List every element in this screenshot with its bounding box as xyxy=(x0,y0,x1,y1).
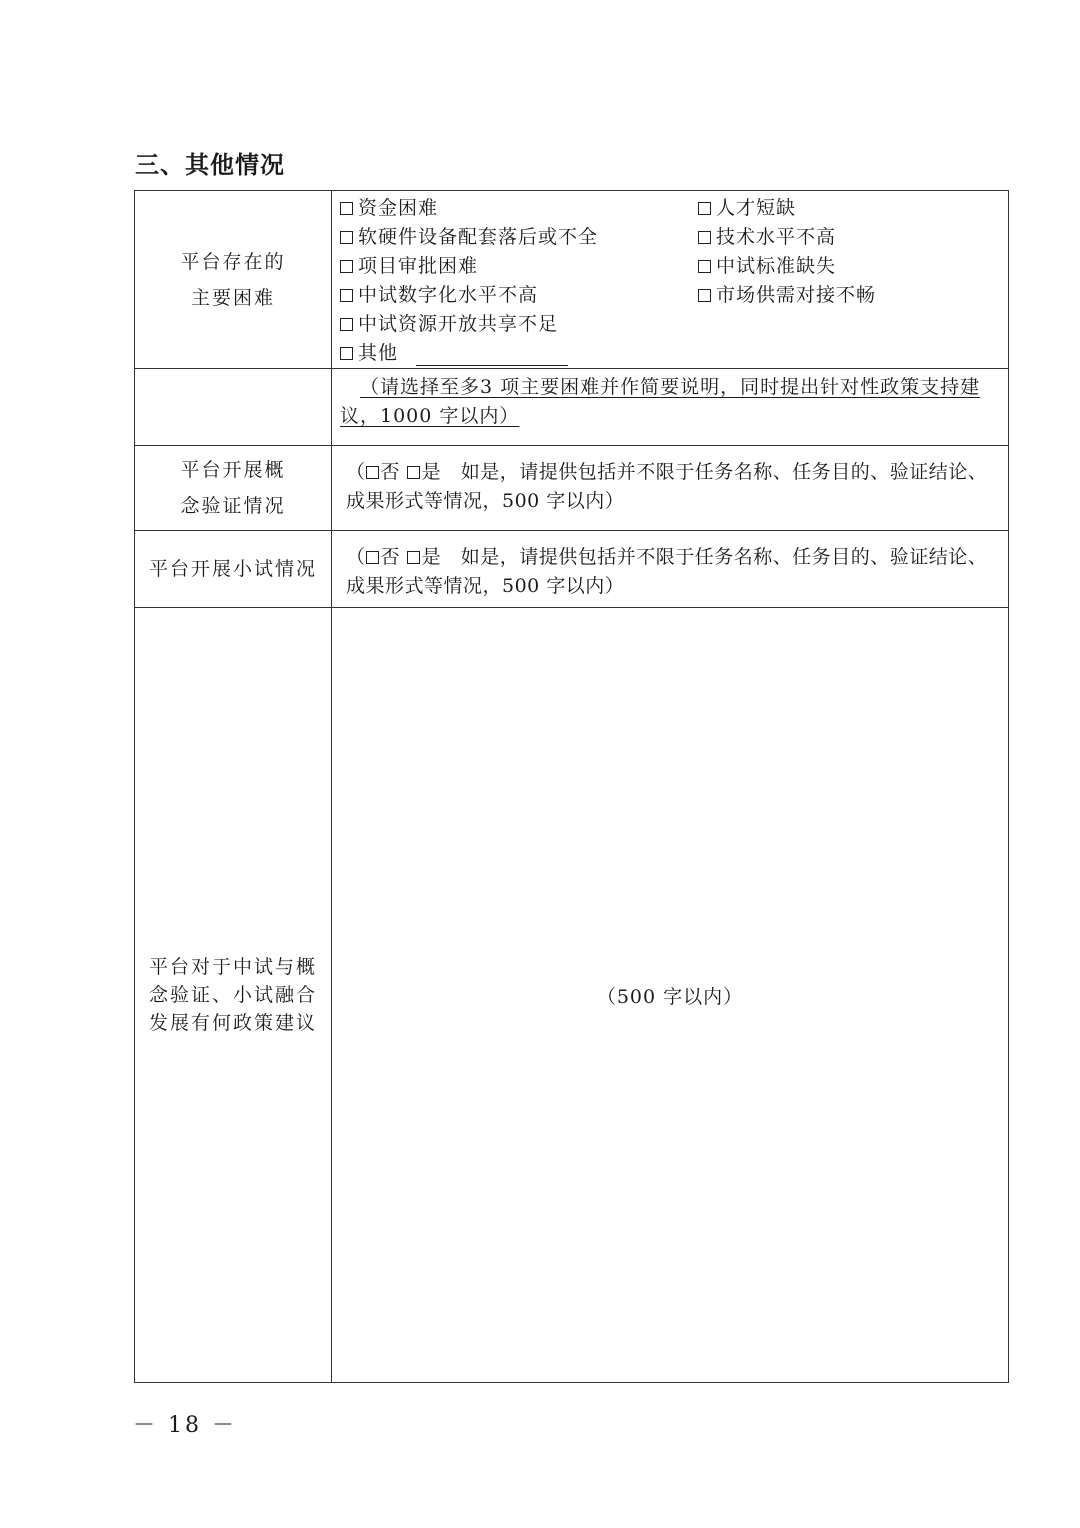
concept-verification-cell[interactable]: （ 否 是 如是，请提供包括并不限于任务名称、任务目的、验证结论、成果形式等情况，500 字以内） xyxy=(332,446,1009,531)
option-resource-sharing[interactable]: 中试资源开放共享不足 xyxy=(340,310,698,339)
explanation-row xyxy=(135,369,1009,446)
option-standards[interactable]: 中试标准缺失 xyxy=(698,252,1002,281)
checkbox[interactable] xyxy=(340,260,353,273)
label-line: 念验证、小试融合 xyxy=(148,984,317,1006)
page-number: － 18 － xyxy=(133,1413,237,1438)
options-grid xyxy=(340,194,1002,368)
checkbox-yes[interactable] xyxy=(407,466,420,479)
pilot-test-row xyxy=(135,531,1009,608)
policy-suggestion-note: （500 字以内） xyxy=(596,985,744,1008)
option-other[interactable]: 其他 xyxy=(340,339,698,368)
option-equipment[interactable]: 软硬件设备配套落后或不全 xyxy=(340,223,698,252)
option-funding[interactable]: 资金困难 xyxy=(340,194,698,223)
checkbox-yes[interactable] xyxy=(407,551,420,564)
policy-suggestion-row xyxy=(135,608,1009,1383)
other-blank-field[interactable] xyxy=(416,341,568,366)
checkbox[interactable] xyxy=(698,260,711,273)
checkbox[interactable] xyxy=(698,231,711,244)
empty-label-cell xyxy=(135,369,332,446)
concept-verification-label xyxy=(135,446,332,531)
difficulties-label xyxy=(135,191,332,369)
checkbox[interactable] xyxy=(340,231,353,244)
policy-suggestion-label xyxy=(135,608,332,1383)
concept-verification-text: 如是，请提供包括并不限于任务名称、任务目的、验证结论、成果形式等情况，500 字以内） xyxy=(346,461,988,512)
checkbox-no[interactable] xyxy=(366,466,379,479)
concept-verification-row xyxy=(135,446,1009,531)
checkbox[interactable] xyxy=(340,202,353,215)
other-info-table xyxy=(134,190,1009,1383)
pilot-test-cell[interactable]: （ 否 是 如是，请提供包括并不限于任务名称、任务目的、验证结论、成果形式等情况，500 字以内） xyxy=(332,531,1009,608)
checkbox-no[interactable] xyxy=(366,551,379,564)
explanation-text: （请选择至多3 项主要困难并作简要说明，同时提出针对性政策支持建议，1000 字以内） xyxy=(340,376,981,427)
option-talent[interactable]: 人才短缺 xyxy=(698,194,1002,223)
difficulties-row xyxy=(135,191,1009,369)
label-line: 平台对于中试与概 xyxy=(148,956,317,978)
checkbox[interactable] xyxy=(698,202,711,215)
difficulties-options xyxy=(332,191,1009,369)
policy-suggestion-cell[interactable] xyxy=(332,608,1009,1383)
label-line: 念验证情况 xyxy=(180,495,286,517)
pilot-test-label: 平台开展小试情况 xyxy=(135,531,332,608)
label-line: 主要困难 xyxy=(190,286,275,309)
explanation-cell[interactable] xyxy=(332,369,1009,446)
label-line: 平台存在的 xyxy=(180,250,286,273)
pilot-test-text: 如是，请提供包括并不限于任务名称、任务目的、验证结论、成果形式等情况，500 字以内） xyxy=(346,546,988,597)
option-digitalization[interactable]: 中试数字化水平不高 xyxy=(340,281,698,310)
checkbox[interactable] xyxy=(340,347,353,360)
checkbox[interactable] xyxy=(698,289,711,302)
option-tech-level[interactable]: 技术水平不高 xyxy=(698,223,1002,252)
label-line: 发展有何政策建议 xyxy=(148,1012,317,1034)
option-market[interactable]: 市场供需对接不畅 xyxy=(698,281,1002,310)
checkbox[interactable] xyxy=(340,289,353,302)
section-title: 三、其他情况 xyxy=(135,151,285,179)
option-approval[interactable]: 项目审批困难 xyxy=(340,252,698,281)
label-line: 平台开展概 xyxy=(180,459,286,481)
checkbox[interactable] xyxy=(340,318,353,331)
